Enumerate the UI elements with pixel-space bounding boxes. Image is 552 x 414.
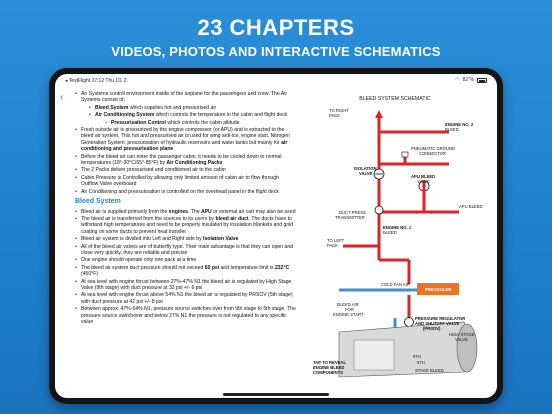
list-item: • At sea level with engine thrust between 27%-47% N1 the bleed air is regulated by High Stage Valve (9th stage) with duct pressure at 32 psi +/- 6 psi bbox=[75, 279, 297, 292]
list-item: • Fresh outside air is pressurized by the engine compressor (or APU) and is extracted to the bleed air system. This hot and pressurised air is used for wing anti-ice, engine start, Nitrogen Generation System, pressurisation of hydraulic reservoirs and water tanks but mainly for air conditioning and pressurisation plane bbox=[75, 127, 297, 153]
list-item: • The bleed air is transferred from the sources to its users by bleed air duct. The ducts have to withstand high temperatures and need to be properly insulated by insulation blankets and gold coating on some ducts to prevent heat transfer bbox=[75, 216, 297, 235]
label-high-stage: HIGH STAGE bbox=[449, 332, 475, 337]
svg-text:AND SHUTOFF VALVE: AND SHUTOFF VALVE bbox=[415, 321, 460, 326]
svg-text:PACK: PACK bbox=[329, 113, 341, 118]
section-title: Bleed System bbox=[75, 198, 121, 206]
label-pneumatic: PNEUMATIC GROUND bbox=[411, 146, 456, 151]
svg-text:ENGINE BLEED[interactable]: ENGINE BLEED bbox=[313, 365, 345, 370]
precooler-label: PRECOOLER bbox=[424, 287, 452, 292]
label-apu-bleed: APU BLEED bbox=[459, 204, 483, 209]
label-5th: 5TH bbox=[417, 360, 425, 365]
ground-connector-icon[interactable] bbox=[402, 152, 408, 157]
list-item: – Pressurisation Control which controls the cabin altitude bbox=[105, 120, 297, 126]
tablet-screen bbox=[55, 74, 497, 398]
label-prsov: PRESSURE REGULATOR bbox=[415, 316, 466, 321]
list-item: • Air Conditioning and pressurisation is controlled on the overhead panel in the flight deck bbox=[75, 189, 297, 195]
article-text bbox=[75, 91, 297, 326]
list-item: • Air Systems control environment inside of the airplane for the passengers and crew. The Air Systems consist of: bbox=[75, 91, 297, 104]
prsov-valve-icon[interactable] bbox=[405, 318, 414, 327]
hero-subtitle: VIDEOS, PHOTOS AND INTERACTIVE SCHEMATICS bbox=[111, 44, 441, 59]
label-bleed-1: BLEED bbox=[383, 230, 397, 235]
label-engine1: ENGINE NO. 1 bbox=[383, 225, 412, 230]
list-item: • Bleed air is supplied primarily from the engines. The APU or external air cart may also be used bbox=[75, 209, 297, 215]
svg-text:ENGINE START: ENGINE START bbox=[333, 312, 364, 317]
intro-list bbox=[75, 91, 297, 195]
battery-percent: 82 % bbox=[462, 77, 474, 83]
label-stage-bleed: STAGE BLEED bbox=[415, 368, 444, 373]
tablet-frame bbox=[49, 68, 503, 404]
list-item: • At sea level with engine thrust above 54% N1 the bleed air is regulated by PRSOV (5th stage) with duct pressure at 42 psi +/- 8 psi bbox=[75, 292, 297, 305]
home-indicator[interactable] bbox=[223, 393, 329, 396]
duct-pressure-icon[interactable] bbox=[375, 206, 383, 214]
label-engine2: ENGINE NO. 2 bbox=[445, 122, 474, 127]
label-bleed-start: BLEED AIR bbox=[337, 302, 359, 307]
battery-icon bbox=[477, 78, 487, 83]
svg-text:COMPONENTS[interactable]: COMPONENTS bbox=[313, 370, 344, 375]
list-item: • Bleed System which supplies hot and pressurised air bbox=[89, 105, 297, 111]
arrow-right-pack-icon bbox=[375, 110, 383, 118]
svg-text:FOR: FOR bbox=[345, 307, 354, 312]
svg-text:PACK: PACK bbox=[327, 243, 339, 248]
bleed-list bbox=[75, 209, 297, 326]
list-item: • All of the bleed air valves are of butterfly type. Their main advantage is that they can open and close very quickly, they are reliable and precise bbox=[75, 244, 297, 257]
schematic-title: BLEED SYSTEM SCHEMATIC bbox=[359, 96, 431, 102]
list-item: • One engine should operate only one pack at a time bbox=[75, 257, 297, 263]
svg-text:VALVE: VALVE bbox=[417, 179, 430, 184]
list-item: • Cabin Pressure is Controlled by allowing only limited amount of cabin air to flow through Outflow Valve overboard bbox=[75, 175, 297, 188]
back-chevron-icon[interactable]: ‹ bbox=[60, 92, 64, 103]
status-left[interactable]: ◂ TestFlight 17:12 Thu 10. 2. bbox=[65, 78, 128, 84]
label-to-right-pack: TO RIGHT bbox=[329, 108, 349, 113]
label-cold-fan-air: COLD FAN AIR bbox=[381, 282, 410, 287]
list-item: • The bleed air system duct pressure should not exceed 60 psi and temperature limit is 232°C (450°F) bbox=[75, 265, 297, 278]
engine-drawing[interactable] bbox=[339, 322, 477, 377]
svg-text:VALVE: VALVE bbox=[359, 171, 373, 176]
status-right bbox=[455, 77, 487, 83]
list-item: • Before the bleed air can enter the passenger cabin, it needs to be cooled down to normal temperatures (18°-30°C/65°-85°F) by Air Conditioning Packs bbox=[75, 154, 297, 167]
svg-text:CONNECTOR: CONNECTOR bbox=[419, 151, 446, 156]
label-to-left-pack: TO LEFT bbox=[327, 238, 345, 243]
status-bar bbox=[55, 74, 497, 86]
list-item: • Air Conditioning System which controls the temperature in the cabin and flight deck bbox=[89, 112, 297, 118]
schematic-svg[interactable] bbox=[299, 92, 491, 382]
list-item: • Between approx. 47%-54% N1, pressure source switches over from 9th stage to 5th stage. The pressure source switchover and below 27% N1 the pressure is not regulated to any specific value bbox=[75, 306, 297, 325]
label-duct-press: DUCT PRESS bbox=[339, 210, 366, 215]
label-9th: 9TH bbox=[413, 354, 421, 359]
svg-text:(PRSOV): (PRSOV) bbox=[423, 326, 441, 331]
hero-title: 23 CHAPTERS bbox=[197, 15, 355, 40]
list-item: • The 2 Packs deliver pressurised and conditioned air to the cabin bbox=[75, 167, 297, 173]
hero-banner bbox=[0, 16, 552, 59]
label-apu-valve: APU BLEED bbox=[411, 174, 436, 179]
svg-text:VALVE: VALVE bbox=[455, 337, 468, 342]
list-item: • Bleed air system is divided into Left and Right side by Isolation Valve bbox=[75, 236, 297, 242]
label-isolation: ISOLATION bbox=[354, 166, 377, 171]
tap-hint[interactable]: TAP TO REVEAL bbox=[313, 360, 347, 365]
bleed-schematic[interactable] bbox=[299, 92, 491, 382]
svg-text:TRANSMITTER: TRANSMITTER bbox=[335, 215, 365, 220]
wifi-icon: ◠ bbox=[455, 77, 460, 83]
label-bleed-2: BLEED bbox=[445, 127, 459, 132]
